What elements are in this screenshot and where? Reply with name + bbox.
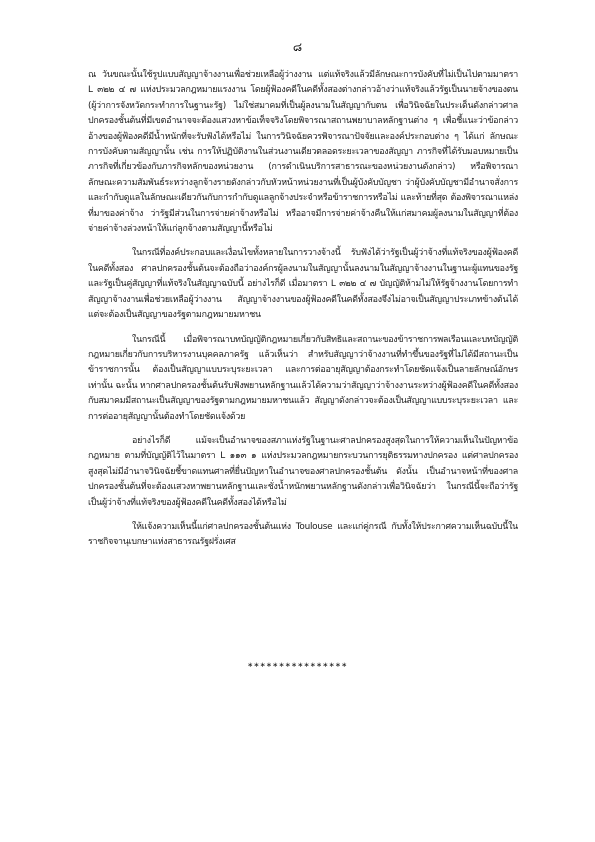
paragraph: ณ วันขณะนั้นใช้รูปแบบสัญญาจ้างงานเพื่อช่วยเหลือผู้ว่างงาน แต่แท้จริงแล้วมีลักษณะการบังคับที่ไม่เป็นไปตามมาตรา L ๓๒๒ ๔ ๗ แห่งประมวลกฎหมายแรงงาน โดยผู้ฟ้องคดีในคดีทั้งสองต่างกล่าวอ้างว่าแท้จริงแล้วรัฐเป็นนายจ้างของตน (ผู้ว่าการจังหวัดกระทำการในฐานะรัฐ) ไม่ใช่สมาคมที่เป็นผู้ลงนามในสัญญากับตน เพื่อวินิจฉัยในประเด็นดังกล่าวศาลปกครองชั้นต้นที่มีเขตอำนาจจะต้องแสวงหาข้อเท็จจริงโดยพิจารณาสถานพยาบาลหลักฐานต่าง ๆ เพื่อชี้แนะว่าข้อกล่าวอ้างของผู้ฟ้องคดีมีน้ำหนักที่จะรับฟังได้หรือไม่ ในการวินิจฉัยควรพิจารณาปัจจัยและองค์ประกอบต่าง ๆ ได้แก่ ลักษณะการบังคับตามสัญญานั้น เช่น การให้ปฏิบัติงานในส่วนงานเดียวตลอดระยะเวลาของสัญญา ภารกิจที่ได้รับมอบหมายเป็นภารกิจที่เกี่ยวข้องกับภารกิจหลักของหน่วยงาน (การดำเนินบริการสาธารณะของหน่วยงานดังกล่าว) หรือพิจารณาลักษณะความสัมพันธ์ระหว่างลูกจ้างรายดังกล่าวกับหัวหน้าหน่วยงานที่เป็นผู้บังคับบัญชา ว่าผู้บังคับบัญชามีอำนาจสั่งการและกำกับดูแลในลักษณะเดียวกันกับการกำกับดูแลลูกจ้างประจำหรือข้าราชการหรือไม่ และท้ายที่สุด ต้องพิจารณาแหล่งที่มาของค่าจ้าง ว่ารัฐมีส่วนในการจ่ายค่าจ้างหรือไม่ หรืออาจมีการจ่ายค่าจ้างคืนให้แก่สมาคมผู้ลงนามในสัญญาที่ต้องจ่ายค่าจ้างล่วงหน้าให้แก่ลูกจ้างตามสัญญานี้หรือไม่ [88,70,518,235]
page-number: ๘ [292,40,303,54]
paragraph: อย่างไรก็ดี แม้จะเป็นอำนาจของสภาแห่งรัฐในฐานะศาลปกครองสูงสุดในการให้ความเห็นในปัญหาข้อกฎหมาย ตามที่บัญญัติไว้ในมาตรา L ๑๑๓ ๑ แห่งประมวลกฎหมายกระบวนการยุติธรรมทางปกครอง แต่ศาลปกครองสูงสุดไม่มีอำนาจวินิจฉัยชี้ขาดแทนศาลที่ยื่นปัญหาในอำนาจของศาลปกครองชั้นต้น ดังนั้น เป็นอำนาจหน้าที่ของศาลปกครองชั้นต้นที่จะต้องแสวงหาพยานหลักฐานและชั่งน้ำหนักพยานหลักฐานดังกล่าวเพื่อวินิจฉัยว่า ในกรณีนี้จะถือว่ารัฐเป็นผู้ว่าจ้างที่แท้จริงของผู้ฟ้องคดีในคดีทั้งสองได้หรือไม่ [88,435,518,508]
paragraph: ในกรณีที่องค์ประกอบและเงื่อนไขทั้งหลายในการวางจ้างนี้ รับฟังได้ว่ารัฐเป็นผู้ว่าจ้างที่แท้จริงของผู้ฟ้องคดีในคดีทั้งสอง ศาลปกครองชั้นต้นจะต้องถือว่าองค์กรผู้ลงนามในสัญญานั้นลงนามในสัญญาจ้างงานในฐานะผู้แทนของรัฐ และรัฐเป็นคู่สัญญาที่แท้จริงในสัญญาฉบับนี้ อย่างไรก็ดี เมื่อมาตรา L ๓๒๒ ๔ ๗ บัญญัติห้ามไม่ให้รัฐจ้างงานโดยการทำสัญญาจ้างงานเพื่อช่วยเหลือผู้ว่างงาน สัญญาจ้างงานของผู้ฟ้องคดีในคดีทั้งสองจึงไม่อาจเป็นสัญญาประเภทข้างต้นได้ แต่จะต้องเป็นสัญญาของรัฐตามกฎหมายมหาชน [88,248,518,321]
paragraph: ให้แจ้งความเห็นนี้แก่ศาลปกครองชั้นต้นแห่ง Toulouse และแก่คู่กรณี กับทั้งให้ประกาศความเห็นฉบับนี้ในราชกิจจานุเบกษาแห่งสาธารณรัฐฝรั่งเศส [88,521,518,548]
paragraph: ในกรณีนี้ เมื่อพิจารณาบทบัญญัติกฎหมายเกี่ยวกับสิทธิและสถานะของข้าราชการพลเรือนและบทบัญญัติกฎหมายเกี่ยวกับการบริหารงานบุคคลภาครัฐ แล้วเห็นว่า สำหรับสัญญาว่าจ้างงานที่ทำขึ้นของรัฐที่ไม่ได้มีสถานะเป็นข้าราชการนั้น ต้องเป็นสัญญาแบบระบุระยะเวลา และการต่ออายุสัญญาต้องกระทำโดยชัดแจ้งเป็นลายลักษณ์อักษรเท่านั้น ฉะนั้น หากศาลปกครองชั้นต้นรับฟังพยานหลักฐานแล้วได้ความว่าสัญญาว่าจ้างงานระหว่างผู้ฟ้องคดีในคดีทั้งสองกับสมาคมมีสถานะเป็นสัญญาของรัฐตามกฎหมายมหาชนแล้ว สัญญาดังกล่าวจะต้องเป็นสัญญาแบบระบุระยะเวลา และการต่ออายุสัญญานั้นต้องทำโดยชัดแจ้งด้วย [88,334,519,422]
end-separator: ∗∗∗∗∗∗∗∗∗∗∗∗∗∗∗∗ [247,661,348,669]
body-text [88,68,518,560]
